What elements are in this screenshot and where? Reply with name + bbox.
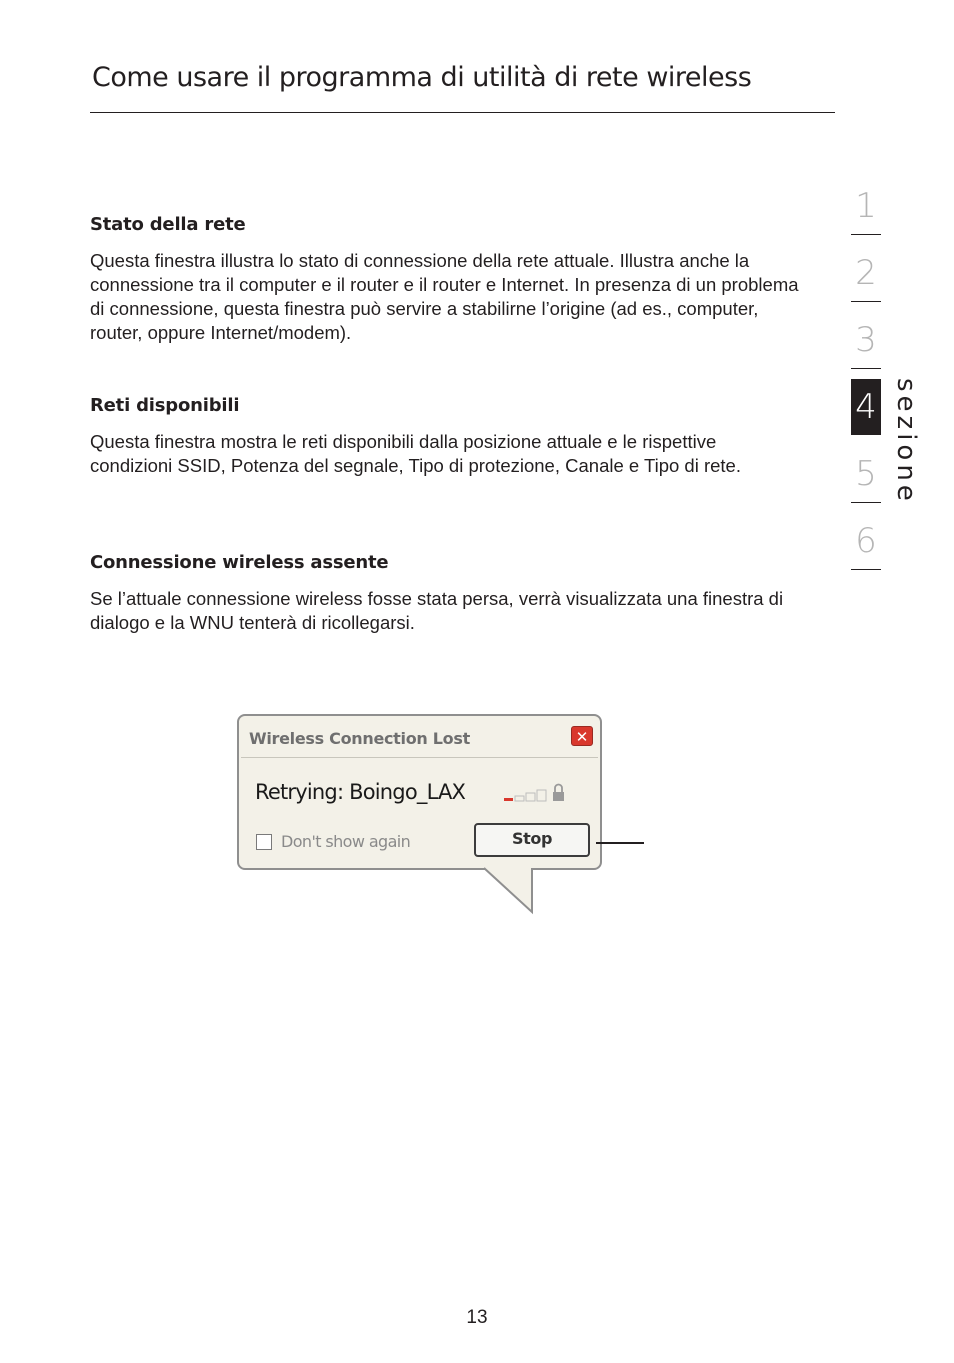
callout-line	[596, 842, 644, 844]
signal-strength-icon	[504, 783, 566, 803]
nav-item-6[interactable]	[851, 513, 881, 570]
section-heading: Stato della rete	[90, 214, 246, 235]
title-rule	[90, 112, 835, 113]
nav-rule	[851, 234, 881, 235]
lock-icon	[553, 785, 564, 802]
stop-button[interactable]: Stop	[474, 823, 590, 857]
dialog-callout-tail	[480, 866, 540, 918]
nav-item-4-active[interactable]	[851, 379, 881, 436]
section-body: Questa finestra illustra lo stato di connessione della rete attuale. Illustra anche la connessione tra il computer e il router e il router e Internet. In presenza di un problema di connessione, questa finestra può servire a stabilirne l’origine (ad es., computer, router, oppure Internet/modem).	[90, 250, 799, 343]
section-body: Se l’attuale connessione wireless fosse stata persa, verrà visualizzata una finestra di dialogo e la WNU tenterà di ricollegarsi.	[90, 588, 784, 633]
dont-show-again-checkbox[interactable]	[256, 834, 272, 850]
section-label: sezione	[891, 378, 921, 505]
page-title: Come usare il programma di utilità di rete wireless	[92, 62, 752, 93]
close-icon[interactable]: ✕	[571, 726, 593, 746]
dialog-title: Wireless Connection Lost	[249, 729, 470, 748]
nav-number: 4	[851, 379, 881, 435]
nav-number: 2	[855, 253, 877, 293]
nav-rule	[851, 368, 881, 369]
nav-item-1[interactable]	[851, 178, 881, 235]
section-body: Questa finestra mostra le reti disponibili dalla posizione attuale e le rispettive condizioni SSID, Potenza del segnale, Tipo di protezione, Canale e Tipo di rete.	[90, 431, 741, 476]
checkbox-label: Don't show again	[281, 832, 411, 851]
page-number: 13	[466, 1307, 488, 1328]
retry-status: Retrying: Boingo_LAX	[255, 780, 466, 804]
section-connessione-wireless-assente	[90, 552, 802, 635]
nav-item-5[interactable]	[851, 446, 881, 503]
nav-rule	[851, 301, 881, 302]
nav-item-3[interactable]	[851, 312, 881, 369]
nav-item-2[interactable]	[851, 245, 881, 302]
section-stato-della-rete	[90, 214, 802, 345]
nav-number: 1	[855, 186, 877, 226]
dialog-separator	[241, 757, 598, 758]
nav-rule	[851, 569, 881, 570]
section-reti-disponibili	[90, 395, 802, 478]
section-heading: Connessione wireless assente	[90, 552, 389, 573]
nav-rule	[851, 502, 881, 503]
connection-lost-dialog	[237, 714, 602, 870]
nav-number: 5	[855, 454, 877, 494]
nav-number: 3	[855, 320, 877, 360]
nav-number: 6	[855, 521, 877, 561]
section-heading: Reti disponibili	[90, 395, 240, 416]
